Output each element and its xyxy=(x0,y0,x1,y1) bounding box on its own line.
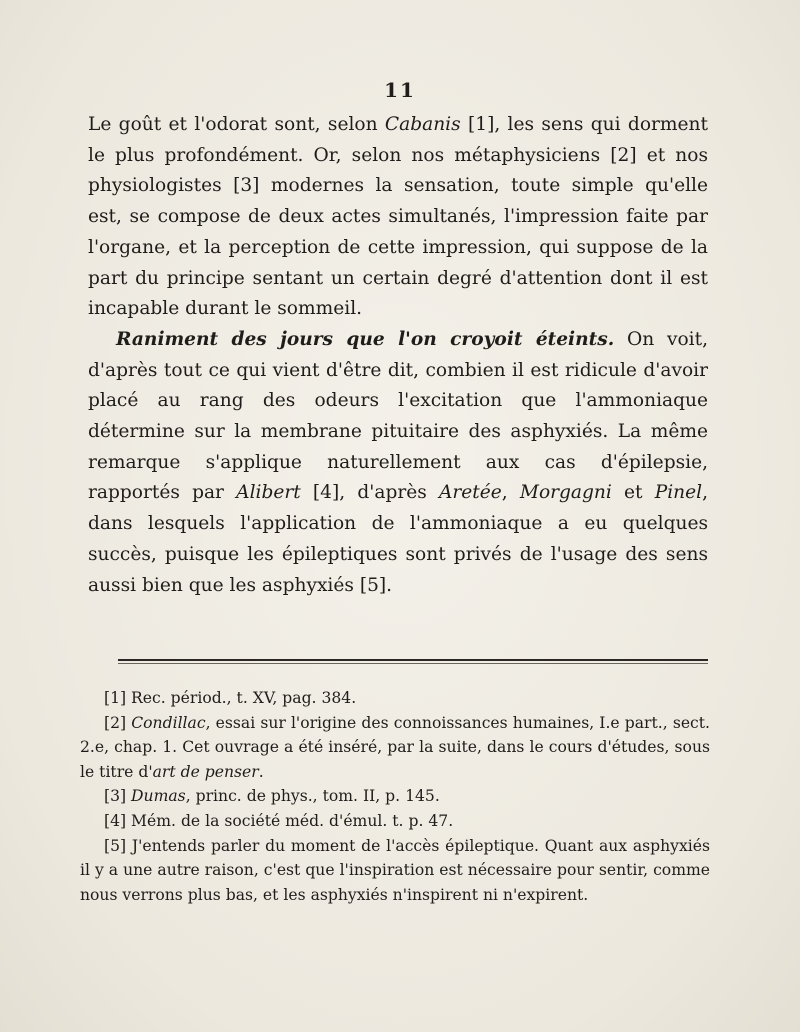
author-cabanis: Cabanis xyxy=(384,114,461,135)
paragraph-text: [4], d'après xyxy=(300,482,439,504)
footnote-2 xyxy=(80,711,710,785)
paragraph-text: et xyxy=(611,482,655,504)
paragraph-text: Le goût et l'odorat sont, selon xyxy=(88,114,385,135)
paragraph-raniment xyxy=(88,325,708,601)
footnote-text: . xyxy=(258,762,264,781)
paragraph-text: On voit, d'après tout ce qui vient d'être dit, combien il est ridicule d'avoir placé au rang des odeurs l'excitation que l'ammoniaque détermine sur la membrane pituitaire des asphyxiés. La même remarque s'applique naturellement aux cas d'épilepsie, rapportés par xyxy=(88,328,709,504)
paragraph-text: , dans lesquels l'application de l'ammoniaque a eu quelques succès, puisque les épileptiques sont privés de l'usage des sens aussi bien que les asphyxiés [5]. xyxy=(88,482,709,596)
paragraph-text: [1], les sens qui dorment le plus profondément. Or, selon nos métaphysiciens [2] et nos physiologistes [3] modernes la sensation, toute simple qu'elle est, se compose de deux actes simultanés, l'impression faite par l'organe, et la perception de cette impression, qui suppose de la part du principe sentant un certain degré d'attention dont il est incapable durant le sommeil. xyxy=(88,114,708,320)
author-dumas: Dumas xyxy=(131,787,186,806)
footnote-text: , essai sur l'origine des connoissances humaines, I.e part., sect. 2.e, chap. 1. Cet ouvrage a été inséré, par la suite, dans le cours d'études, sous le titre d' xyxy=(80,713,711,781)
work-title: art de penser xyxy=(152,762,259,781)
footnote-5: [5] J'entends parler du moment de l'accès épileptique. Quant aux asphyxiés il y a une autre raison, c'est que l'inspiration est nécessaire pour sentir, comme nous verrons plus bas, et les asphyxiés n'inspirent ni n'expirent. xyxy=(80,836,710,904)
footnotes xyxy=(80,686,710,907)
author-morgagni: Morgagni xyxy=(519,482,612,504)
footnote-number: [3] xyxy=(104,787,132,806)
section-heading: Raniment des jours que l'on croyoit éteints. xyxy=(116,328,615,350)
author-pinel: Pinel xyxy=(654,482,703,504)
footnote-3 xyxy=(80,784,710,809)
footnote-1: [1] Rec. périod., t. XV, pag. 384. xyxy=(104,689,357,707)
author-alibert: Alibert xyxy=(236,482,301,504)
footnote-divider-thin xyxy=(118,663,708,664)
footnote-text: , princ. de phys., tom. II, p. 145. xyxy=(185,787,440,806)
footnote-number: [2] xyxy=(104,713,132,732)
footnote-divider xyxy=(118,659,708,661)
main-text xyxy=(88,110,708,601)
author-aretee: Aretée xyxy=(438,482,502,504)
footnote-4: [4] Mém. de la société méd. d'émul. t. p. 47. xyxy=(104,811,454,830)
paragraph-text: , xyxy=(501,482,520,504)
page-number: 11 xyxy=(384,78,416,102)
paragraph-odorat xyxy=(88,110,708,325)
author-condillac: Condillac xyxy=(131,713,206,732)
